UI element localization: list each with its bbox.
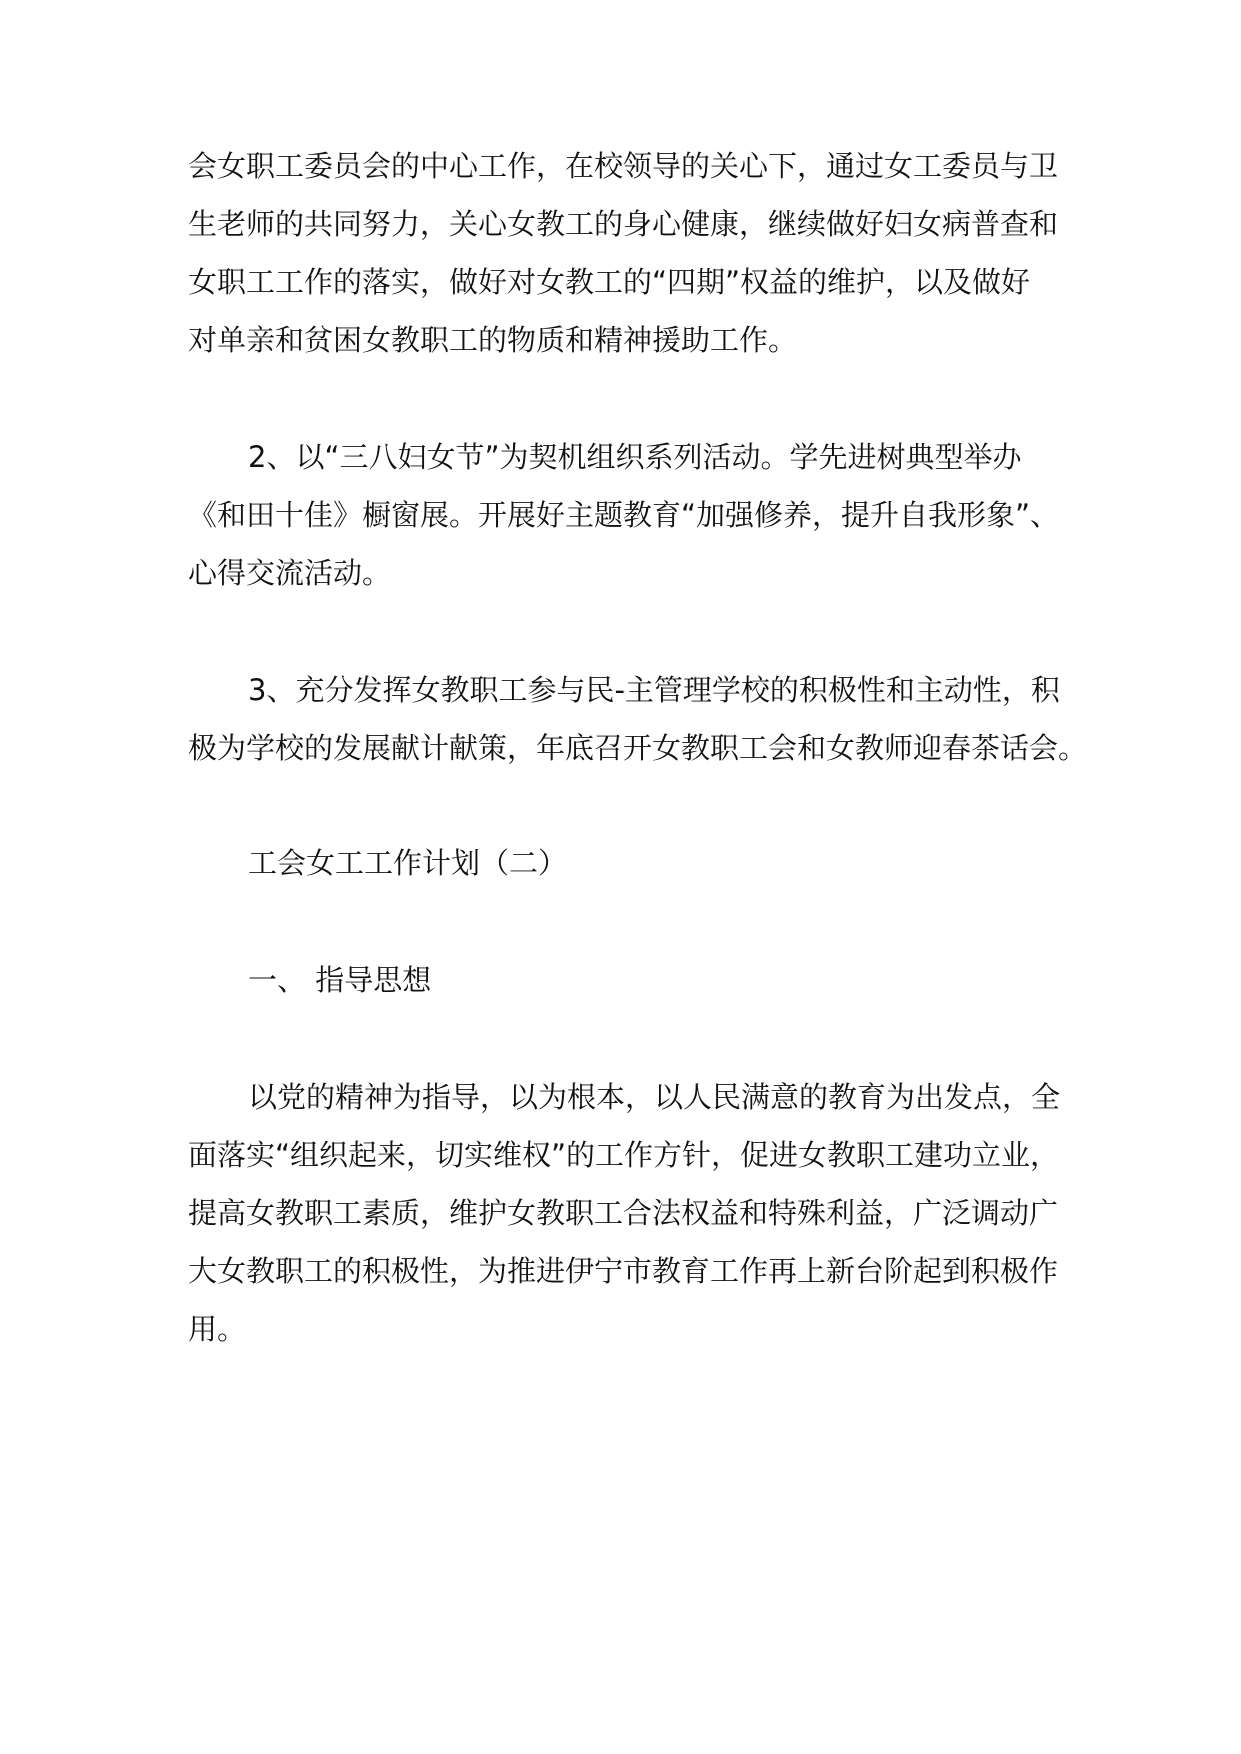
section-title: 工会女工工作计划（二） <box>248 846 568 880</box>
paragraph-line: 大女教职工的积极性，为推进伊宁市教育工作再上新台阶起到积极作 <box>188 1254 1059 1288</box>
paragraph-line: 提高女教职工素质，维护女教职工合法权益和特殊利益，广泛调动广 <box>188 1196 1059 1230</box>
paragraph-line: 用。 <box>188 1312 247 1346</box>
paragraph-line: 会女职工委员会的中心工作，在校领导的关心下，通过女工委员与卫 <box>188 149 1059 183</box>
paragraph-line: 以党的精神为指导，以为根本，以人民满意的教育为出发点，全 <box>248 1080 1061 1114</box>
paragraph-line: 对单亲和贫困女教职工的物质和精神援助工作。 <box>188 323 798 357</box>
paragraph-line: 面落实“组织起来，切实维权”的工作方针，促进女教职工建功立业， <box>188 1138 1060 1172</box>
section-heading: 一、 指导思想 <box>248 963 432 997</box>
paragraph-line: 2、以“三八妇女节”为契机组织系列活动。学先进树典型举办 <box>248 440 1022 474</box>
paragraph-line: 生老师的共同努力，关心女教工的身心健康，继续做好妇女病普查和 <box>188 207 1059 241</box>
paragraph-line: 《和田十佳》橱窗展。开展好主题教育“加强修养，提升自我形象”、 <box>188 498 1060 532</box>
paragraph-line: 心得交流活动。 <box>188 556 392 590</box>
paragraph-line: 女职工工作的落实，做好对女教工的“四期”权益的维护，以及做好 <box>188 265 1031 299</box>
paragraph-line: 极为学校的发展献计献策，年底召开女教职工会和女教师迎春茶话会。 <box>188 731 1088 765</box>
paragraph-line: 3、充分发挥女教职工参与民-主管理学校的积极性和主动性，积 <box>248 673 1060 707</box>
